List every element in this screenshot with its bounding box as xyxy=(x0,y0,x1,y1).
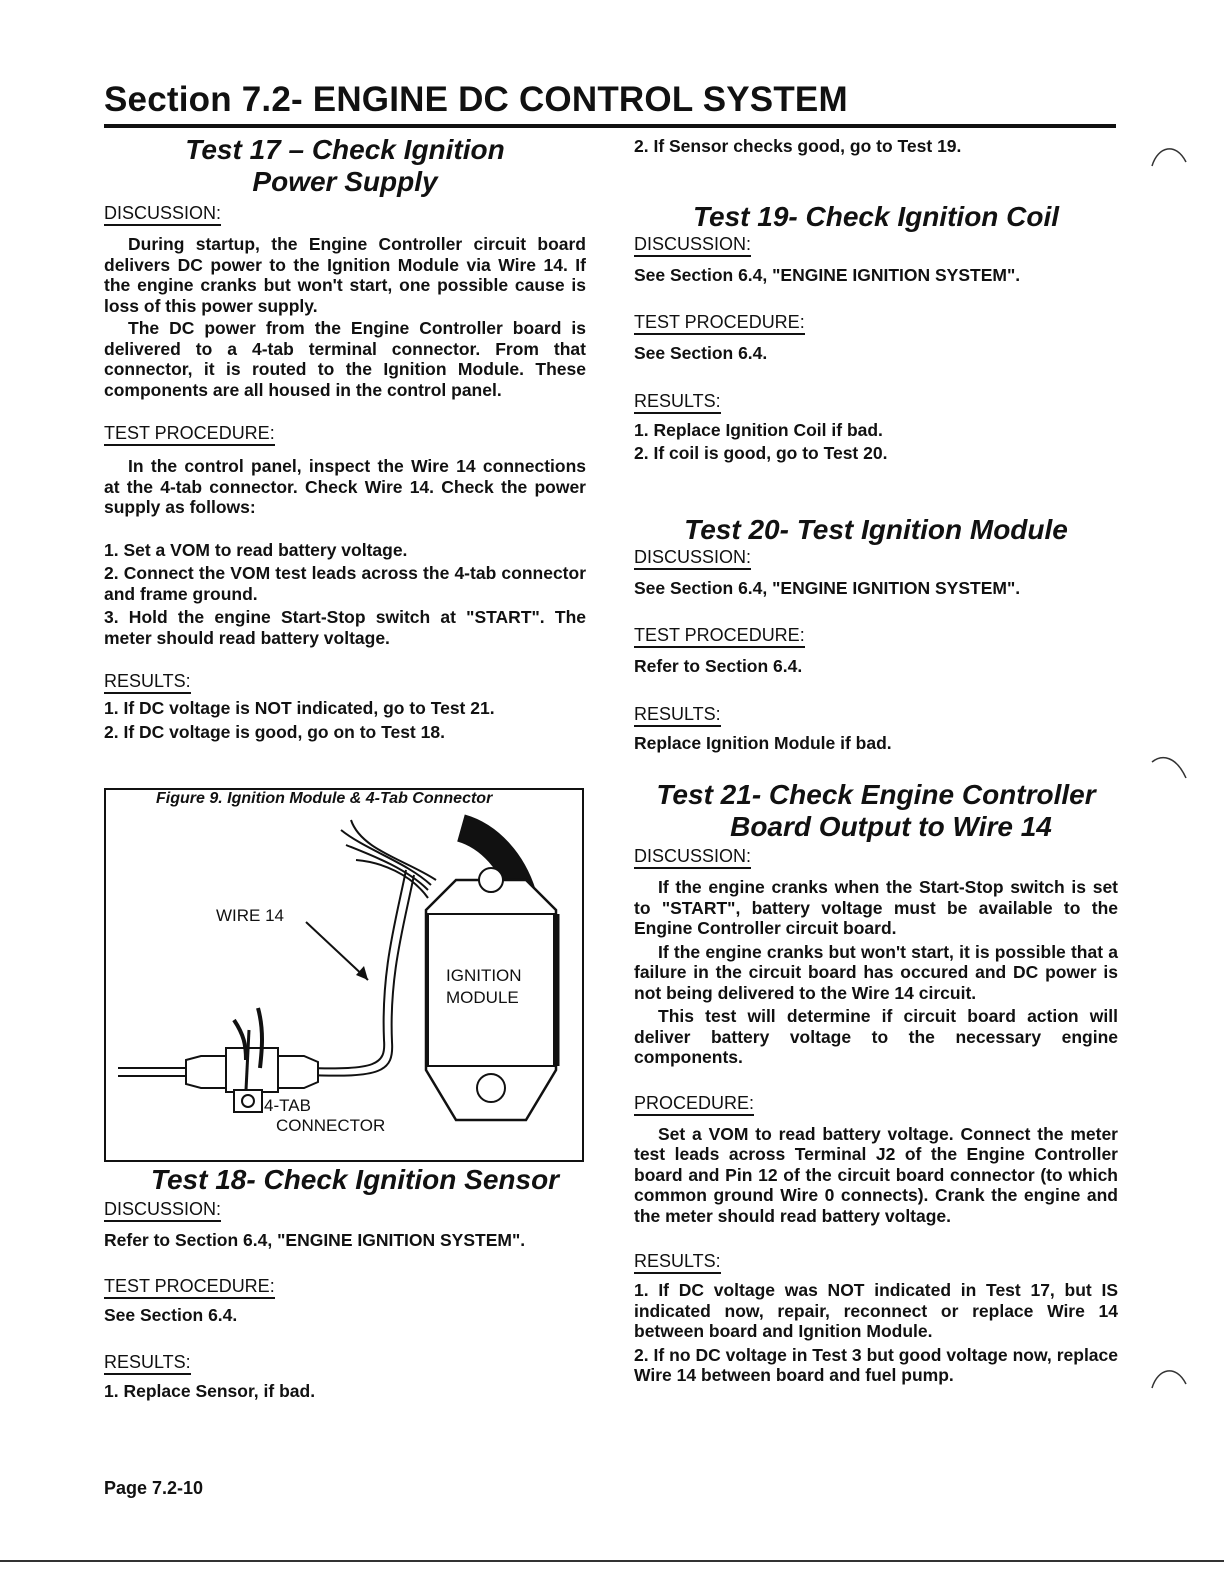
test18-block xyxy=(104,1164,586,1402)
header-rule xyxy=(104,124,1116,128)
binder-hole-mark-1 xyxy=(1150,140,1190,170)
test21-results-head: RESULTS: xyxy=(634,1250,721,1274)
test21-result-2: 2. If no DC voltage in Test 3 but good voltage now, replace Wire 14 between board and fuel pump. xyxy=(634,1344,1118,1385)
page-number: Page 7.2-10 xyxy=(104,1478,204,1498)
test17-step-1: 1. Set a VOM to read battery voltage. xyxy=(104,539,408,560)
test18-paragraph-2: See Section 6.4. xyxy=(104,1304,238,1325)
test17-results-head: RESULTS: xyxy=(104,670,191,694)
test19-result-1: 1. Replace Ignition Coil if bad. xyxy=(634,419,883,440)
test18-discussion-head: DISCUSSION: xyxy=(104,1198,221,1222)
test21-procedure-head: PROCEDURE: xyxy=(634,1092,754,1116)
test18-result-1: 1. Replace Sensor, if bad. xyxy=(104,1381,316,1401)
test18-procedure-head: TEST PROCEDURE: xyxy=(104,1275,275,1299)
test21-paragraph-1: If the engine cranks when the Start-Stop switch is set to "START", battery voltage must be available to the Engine Controller circuit board. xyxy=(634,877,1118,938)
test17-procedure-head: TEST PROCEDURE: xyxy=(104,422,275,446)
test20-results-head: RESULTS: xyxy=(634,703,721,727)
test21-discussion-head: DISCUSSION: xyxy=(634,845,751,869)
test20-result-1: Replace Ignition Module if bad. xyxy=(634,732,892,753)
test21-paragraph-3: This test will determine if circuit board action will deliver battery voltage to the necessary engine components. xyxy=(634,1006,1118,1067)
connector-label-line-2: CONNECTOR xyxy=(276,1116,386,1135)
figure-ignition-module xyxy=(104,788,584,1162)
test19-paragraph-2: See Section 6.4. xyxy=(634,343,768,363)
test21-paragraph-2: If the engine cranks but won't start, it is possible that a failure in the circuit board has occured and DC power is not being delivered to the Wire 14 circuit. xyxy=(634,941,1118,1003)
connector-label-line-1: 4-TAB xyxy=(264,1096,311,1115)
test17-paragraph-3: In the control panel, inspect the Wire 14 connections at the 4-tab connector. Check Wire 14. Check the power supply as follows: xyxy=(104,456,586,517)
test18-paragraph-1: Refer to Section 6.4, "ENGINE IGNITION SYSTEM". xyxy=(104,1230,526,1250)
test18-title: Test 18- Check Ignition Sensor xyxy=(150,1164,560,1195)
test20-procedure-head: TEST PROCEDURE: xyxy=(634,624,805,648)
test21-title-line-1: Test 21- Check Engine Controller xyxy=(656,779,1096,810)
module-label-line-1: IGNITION xyxy=(446,966,522,985)
wire-14-label: WIRE 14 xyxy=(216,906,285,925)
test19-result-2: 2. If coil is good, go to Test 20. xyxy=(634,443,888,463)
test20-paragraph-2: Refer to Section 6.4. xyxy=(634,656,803,676)
test21-result-1: 1. If DC voltage was NOT indicated in Test 17, but IS indicated now, repair, reconnect or replace Wire 14 between board and Ignition Module. xyxy=(634,1280,1118,1341)
test20-title: Test 20- Test Ignition Module xyxy=(684,513,1068,545)
test19-discussion-head: DISCUSSION: xyxy=(634,233,751,257)
section-title: Section 7.2- ENGINE DC CONTROL SYSTEM xyxy=(104,80,848,119)
test17-step-2: 2. Connect the VOM test leads across the 4-tab connector and frame ground. xyxy=(104,563,586,604)
test17-paragraph-2: The DC power from the Engine Controller board is delivered to a 4-tab terminal connector. From that connector, it is routed to the Ignition Module. These components are all housed in the control panel. xyxy=(104,318,586,400)
test17-discussion-head: DISCUSSION: xyxy=(104,202,221,226)
test20-paragraph-1: See Section 6.4, "ENGINE IGNITION SYSTEM". xyxy=(634,577,1021,598)
test17-title: Test 17 – Check Ignition Power Supply xyxy=(185,134,505,197)
test21-paragraph-4: Set a VOM to read battery voltage. Connect the meter test leads across Terminal J2 of the Engine Controller board and Pin 12 of the circuit board connector (to which common ground Wire 0 connects). Crank the engine and the meter should read battery voltage. xyxy=(634,1123,1118,1226)
binder-hole-mark-3 xyxy=(1150,1362,1190,1392)
binder-hole-mark-2 xyxy=(1150,752,1190,782)
test18-results-head: RESULTS: xyxy=(104,1351,191,1375)
test19-paragraph-1: See Section 6.4, "ENGINE IGNITION SYSTEM". xyxy=(634,264,1021,285)
module-label-line-2: MODULE xyxy=(446,988,519,1007)
test18-result-2: 2. If Sensor checks good, go to Test 19. xyxy=(634,136,962,156)
left-column xyxy=(104,134,586,742)
test19-title: Test 19- Check Ignition Coil xyxy=(692,200,1060,232)
figure-caption: Figure 9. Ignition Module & 4-Tab Connector xyxy=(156,790,493,807)
test21-title-line-2: Board Output to Wire 14 xyxy=(730,811,1052,842)
test19-results-head: RESULTS: xyxy=(634,390,721,414)
test17-step-3: 3. Hold the engine Start-Stop switch at "START". The meter should read battery voltage. xyxy=(104,607,586,648)
test17-result-2: 2. If DC voltage is good, go on to Test 18. xyxy=(104,721,445,742)
test19-procedure-head: TEST PROCEDURE: xyxy=(634,311,805,335)
test20-discussion-head: DISCUSSION: xyxy=(634,546,751,570)
page-bottom-edge xyxy=(0,1560,1224,1562)
test17-paragraph-1: During startup, the Engine Controller circuit board delivers DC power to the Ignition Module via Wire 14. If the engine cranks but won't start, one possible cause is loss of this power supply. xyxy=(104,234,586,316)
right-column xyxy=(634,134,1118,1386)
test17-result-1: 1. If DC voltage is NOT indicated, go to Test 21. xyxy=(104,698,495,718)
